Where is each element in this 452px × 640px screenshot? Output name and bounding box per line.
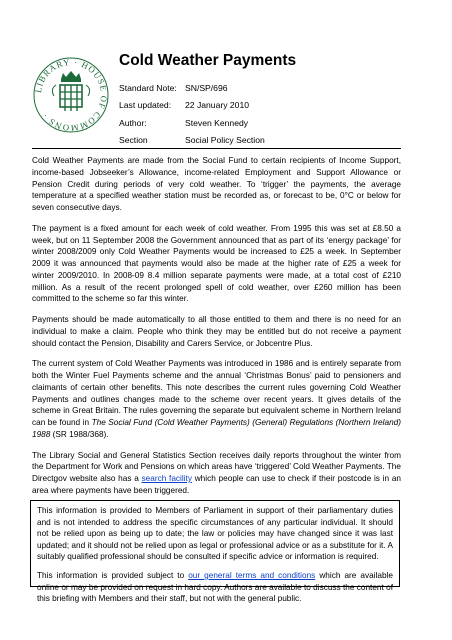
meta-value: SN/SP/696	[185, 83, 228, 93]
search-facility-link[interactable]: search facility	[141, 474, 192, 483]
portcullis-crest-icon	[32, 56, 110, 134]
meta-row-section	[119, 132, 265, 149]
header-divider	[32, 148, 401, 149]
disclaimer-box	[30, 500, 400, 604]
disclaimer-terms-paragraph	[37, 570, 393, 605]
paragraph-daily-reports	[32, 450, 401, 497]
disclaimer-text: which are available online or may be provided on request in hard copy. Authors are available to discuss the content of this briefing with Members and their staff, but not with the general public.	[37, 570, 393, 604]
document-title: Cold Weather Payments	[119, 52, 297, 69]
paragraph-text: The Library Social and General Statistics Section receives daily reports throughout the winter from the Department for Work and Pensions on which areas have ‘triggered’ Cold Weather Payments. The Directgov website also has a	[32, 450, 401, 483]
disclaimer-text: This information is provided subject to	[37, 570, 189, 580]
meta-label: Section	[119, 135, 148, 146]
meta-value: Steven Kennedy	[185, 117, 249, 128]
meta-row-standard-note	[119, 80, 265, 97]
meta-row-last-updated	[119, 97, 265, 114]
meta-label: Last updated:	[119, 100, 172, 111]
paragraph-text: which people can use to check if their postcode is in an area where payments have been triggered.	[32, 474, 401, 495]
disclaimer-paragraph: This information is provided to Members of Parliament in support of their parliamentary duties and is not intended to address the specific circumstances of any particular individual. It should not be relied upon as being up to date; the law or policies may have changed since it was last updated; and it should not be relied upon as legal or professional advice or as a substitute for it. A suitably qualified professional should be consulted if specific advice or information is required.	[37, 506, 393, 562]
meta-row-author	[119, 115, 265, 132]
meta-value: Social Policy Section	[185, 135, 265, 146]
paragraph-text: (SR 1988/368).	[50, 429, 109, 439]
meta-value: 22 January 2010	[185, 100, 250, 111]
paragraph-eligibility: Cold Weather Payments are made from the Social Fund to certain recipients of Income Support, income-based Jobseeker’s Allowance, income-related Employment and Support Allowance or Pension Credit during periods of very cold weather. To ‘trigger’ the payments, the average temperature at a specified weather station must be recorded as, or forecast to be, 0°C or below for seven consecutive days.	[32, 156, 401, 212]
house-of-commons-library-logo	[32, 56, 110, 134]
document-body	[32, 155, 401, 506]
document-metadata	[119, 80, 265, 150]
meta-label: Standard Note:	[119, 83, 177, 93]
terms-and-conditions-link[interactable]: our general terms and conditions	[188, 570, 316, 580]
paragraph-payment-amount: The payment is a fixed amount for each week of cold weather. From 1995 this was set at £8.50 a week, but on 11 September 2008 the Government announced that as part of its ‘energy package’ for winter 2008/2009 only Cold Weather Payments would be increased to £25 a week. In September 2009 it was announced that payments would also be made at the higher rate of £25 a week for winter 2009/2010. In 2008-09 8.4 million separate payments were made, at a total cost of £210 million. As a result of the recent prolonged spell of cold weather, over £260 million has been committed to the scheme so far this winter.	[32, 223, 401, 304]
paragraph-text: The current system of Cold Weather Payments was introduced in 1986 and is entirely separate from both the Winter Fuel Payments scheme and the annual ‘Christmas Bonus’ paid to pensioners and claimants of certain other benefits. This note describes the current rules governing Cold Weather Payments and outlines changes made to the scheme over recent years. It gives details of the scheme in Great Britain. The rules governing the separate but equivalent scheme in Northern Ireland can be found in	[32, 359, 401, 427]
regulation-title: The Social Fund (Cold Weather Payments) (General) Regulations (Northern Ireland) 1988	[32, 418, 401, 439]
meta-label: Author:	[119, 117, 147, 128]
svg-text:LIBRARY · HOUSE OF COMMONS ·: LIBRARY · HOUSE OF COMMONS ·	[33, 56, 110, 134]
paragraph-scheme-history	[32, 358, 401, 440]
paragraph-automatic-payment: Payments should be made automatically to all those entitled to them and there is no need for an individual to make a claim. People who think they may be entitled but do not receive a payment should contact the Pension, Disability and Carers Service, or Jobcentre Plus.	[32, 315, 401, 348]
